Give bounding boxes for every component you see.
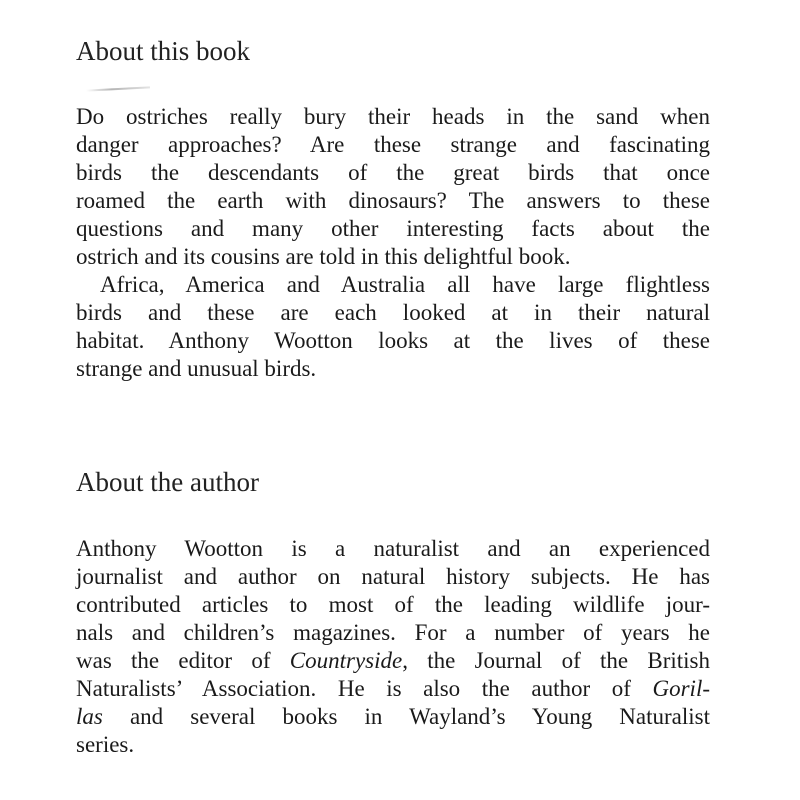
text-line: nals and children’s magazines. For a number of years he bbox=[76, 620, 710, 645]
text-line: danger approaches? Are these strange and fascinating bbox=[76, 132, 710, 157]
text-segment: and several books in Wayland’s Young Naturalist bbox=[102, 704, 710, 729]
text-line bbox=[76, 675, 710, 702]
text-line: contributed articles to most of the leading wildlife jour- bbox=[76, 592, 710, 617]
text-line: birds and these are each looked at in their natural bbox=[76, 300, 710, 325]
countryside-title: Countryside bbox=[289, 648, 403, 673]
text-line: journalist and author on natural history subjects. He has bbox=[76, 564, 710, 589]
text-line: Anthony Wootton is a naturalist and an experienced bbox=[76, 536, 710, 561]
text-line: ostrich and its cousins are told in this delightful book. bbox=[76, 244, 571, 269]
text-line: roamed the earth with dinosaurs? The answers to these bbox=[76, 188, 710, 213]
text-segment: , the Journal of the British bbox=[402, 648, 711, 673]
text-segment: was the editor of bbox=[76, 648, 290, 673]
gorillas-title-part: las bbox=[76, 704, 103, 729]
about-author-heading: About the author bbox=[76, 467, 259, 497]
text-line bbox=[76, 647, 710, 674]
text-line: Do ostriches really bury their heads in the sand when bbox=[76, 104, 710, 129]
text-line: Africa, America and Australia all have large flightless bbox=[100, 272, 710, 297]
text-line: birds the descendants of the great birds that once bbox=[76, 160, 710, 185]
about-book-heading: About this book bbox=[76, 36, 251, 66]
text-line: series. bbox=[76, 732, 135, 757]
pencil-mark bbox=[86, 86, 150, 91]
text-line: habitat. Anthony Wootton looks at the lives of these bbox=[76, 328, 710, 353]
text-line bbox=[76, 703, 710, 730]
text-segment: Naturalists’ Association. He is also the author of bbox=[76, 676, 653, 701]
text-line: strange and unusual birds. bbox=[76, 356, 317, 381]
text-line: questions and many other interesting facts about the bbox=[76, 216, 710, 241]
gorillas-title-part: Goril- bbox=[652, 676, 710, 701]
